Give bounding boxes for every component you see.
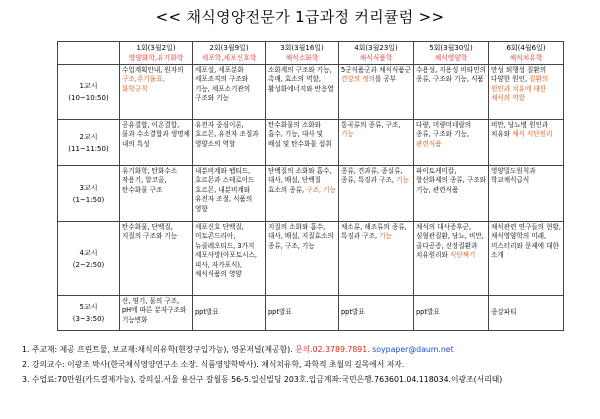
period-name: 2교시: [79, 132, 98, 141]
header-session: [266, 42, 339, 65]
cell-highlight: 식단짜기: [449, 251, 476, 260]
header-corner-cell: [58, 42, 120, 65]
cell-text: 탄수화물, 단백질, 지질의 구조와 기능: [122, 223, 178, 241]
table-cell: [414, 222, 489, 296]
cell-text: 유전자 중심이론, 호르몬, 유전자 조절과 영양소의 역할: [195, 121, 259, 148]
cell-text: 파이토케미칼, 항산화제의 종류, 구조와 기능, 관련식품: [416, 167, 486, 194]
period-cell: [58, 296, 120, 331]
cell-text: 비만, 당뇨병 원인과 치유와: [491, 121, 549, 139]
table-cell: [193, 222, 266, 296]
table-row: [58, 222, 564, 296]
cell-text: 수용성, 지용성 비타민의 종류, 구조와 기능, 식품: [416, 66, 486, 84]
period-cell: [58, 166, 120, 222]
header-session: [339, 42, 414, 65]
cell-text: 지질의 소화와 흡수, 대사, 배설, 지질효소의 종류, 구조, 기능: [268, 223, 334, 250]
table-cell: [120, 296, 193, 331]
note-textbook-text: 1. 주교재: 제공 프린트물, 보교재:채식의유학(현장구입가능), 영문저널(제공함).: [22, 345, 296, 354]
cell-highlight: 기능: [341, 130, 354, 139]
table-cell: [339, 120, 414, 166]
table-cell: [266, 166, 339, 222]
contact-phone: 문의.02.3789.7891.: [295, 345, 370, 354]
period-time: (2~2:50): [72, 260, 105, 269]
cell-text: ppt발표: [268, 308, 292, 317]
cell-highlight: 질환의 원인과 치유에 대한 채식의 역할: [491, 75, 549, 103]
table-cell: [414, 296, 489, 331]
cell-text: 산, 염기, 물의 구조, pH에 따른 분자구조와 기능변화: [122, 297, 187, 324]
cell-text: ppt발표: [416, 308, 440, 317]
note-tuition: 3. 수업료:70만원(카드결제가능), 강의실.서울 용산구 갈월동 56-5.일신빌딩 203호.입금계좌:국민은행.763601.04.118034.이광조(서리태): [22, 375, 503, 384]
table-cell: [193, 166, 266, 222]
session-subject: 세포학,세포신호학: [201, 54, 257, 62]
cell-text: 세포설, 세포분화 세포조직의 구조와 기능, 세포소기관의 구조와 기능: [195, 66, 251, 103]
cell-text: 통곡류의 종류, 구조,: [341, 121, 401, 129]
table-cell: [193, 296, 266, 331]
table-row: [58, 166, 564, 222]
table-cell: [266, 120, 339, 166]
note-textbook: [22, 342, 592, 357]
table-cell: [120, 222, 193, 296]
cell-text: 단백질의 소화와 흡수, 대사, 배설, 단백질 효소의 종류,: [268, 167, 332, 194]
period-time: (3~3:50): [72, 315, 105, 323]
cell-highlight: 구조, 기능: [306, 185, 336, 194]
cell-text: 수업계획안내, 원자의: [122, 66, 184, 74]
table-header-row: [58, 42, 564, 65]
curriculum-table: [57, 41, 564, 331]
table-cell: [339, 65, 414, 120]
table-cell: [120, 65, 193, 120]
cell-text: 종강파티: [491, 308, 517, 317]
table-cell: [266, 65, 339, 120]
session-date: 6회(4월6일): [506, 44, 546, 52]
cell-text: ppt발표: [195, 308, 219, 317]
session-date: 4회(3월23일): [354, 44, 398, 52]
table-cell: [193, 65, 266, 120]
cell-text-tail: 를 공부: [374, 75, 397, 84]
cell-highlight: 기능: [396, 176, 409, 185]
period-name: 4교시: [79, 248, 98, 257]
table-row: [58, 65, 564, 120]
cell-text: 콩류, 견과류, 종실류, 종류, 특징과 구조,: [341, 167, 403, 185]
table-cell: [339, 166, 414, 222]
table-cell: [339, 296, 414, 331]
table-cell: [414, 65, 489, 120]
period-cell: [58, 120, 120, 166]
period-name: 5교시: [79, 303, 98, 311]
table-cell: [489, 65, 564, 120]
page-title: << 채식영양전문가 1급과정 커리큘럼 >>: [155, 8, 445, 26]
table-cell: [266, 296, 339, 331]
cell-highlight: 건강의 정의: [341, 75, 375, 84]
period-time: (10~10:50): [68, 94, 109, 102]
table-cell: [489, 296, 564, 331]
session-date: 2회(3월9일): [209, 44, 249, 52]
table-cell: [414, 120, 489, 166]
cell-text: 탄수화물의 소화와 흡수, 기능, 대사 및 배설 및 탄수화물 섭취: [268, 121, 332, 148]
header-session: [120, 42, 193, 65]
period-cell: [58, 222, 120, 296]
session-date: 1회(3월2일): [136, 44, 176, 52]
table-cell: [414, 166, 489, 222]
table-cell: [266, 222, 339, 296]
session-date: 3회(3월16일): [280, 44, 324, 52]
cell-text: 공유결합, 이온결합, 물과 수소결합과 생명체 내의 특성: [122, 121, 190, 148]
notes-section: [22, 342, 592, 387]
session-subject: 채식영양학: [434, 54, 468, 62]
header-session: [414, 42, 489, 65]
period-cell: [58, 65, 120, 120]
cell-text: 영양밀도원칙과 학교채식급식: [491, 167, 536, 185]
table-cell: [489, 222, 564, 296]
header-session: [193, 42, 266, 65]
note-instructor: 2. 강의교수: 이광조 박사(한국채식영양연구소 소장. 식품영양학박사). 채식치유학, 과학적 초월의 길목에서 저자.: [22, 360, 405, 369]
cell-text: 유기화학, 탄화수소 작용기, 알코올, 탄수화물 구조: [122, 167, 178, 194]
cell-text: 다량, 미량미네랄의 종류, 구조와 기능,: [416, 121, 472, 139]
cell-text: 소화계의 구조와 기능, 촉매, 효소의 역할, 활성화에너지와 반응열: [268, 66, 334, 93]
period-time: (11~11:50): [68, 144, 109, 153]
session-subject: 채식식품학: [359, 54, 393, 62]
cell-text: 만성 퇴행성 질환의 다양한 원인,: [491, 66, 547, 84]
cell-text: 채식의 대사증후군, 심혈관질환, 당뇨, 비만, 골다공증, 신장질환과 치유원리와: [416, 223, 484, 260]
contact-email-link[interactable]: soypaper@daum.net: [369, 345, 454, 354]
table-cell: [193, 120, 266, 166]
table-cell: [489, 120, 564, 166]
period-name: 3교시: [79, 183, 98, 192]
cell-highlight: 채식 식단원리: [512, 130, 553, 139]
table-row: [58, 120, 564, 166]
cell-text: 5군식품군과 채식식품군: [341, 66, 411, 74]
cell-highlight: 관련식품: [416, 139, 442, 148]
cell-highlight: 기능: [379, 232, 392, 241]
cell-highlight: 구조,주기율표, 화학규칙: [122, 75, 165, 93]
cell-text: 채소류, 해조류의 종류, 특징과 구조,: [341, 223, 407, 241]
header-session: [489, 42, 564, 65]
table-cell: [339, 222, 414, 296]
cell-text: 채식관련 연구들의 현황, 채식영양학의 미래, 미스터리와 문제에 대한 소개: [491, 223, 561, 260]
session-subject: 영양화학,유기화학: [128, 54, 184, 62]
period-time: (1~1:50): [72, 195, 105, 204]
table-cell: [489, 166, 564, 222]
cell-text: ppt발표: [341, 308, 365, 317]
cell-text: 세포신호 단백질, 미토콘드리아, 뉴클레오티드, 3가지 세포사망(아포토시스, 피사, 자가포식), 채식식품의 영양: [195, 223, 257, 279]
session-date: 5회(3월30일): [429, 44, 473, 52]
session-subject: 채식소화학: [285, 54, 319, 62]
session-subject: 채식치유학: [509, 54, 543, 62]
table-cell: [120, 120, 193, 166]
table-cell: [120, 166, 193, 222]
table-row: [58, 296, 564, 331]
cell-text: 내분비계와 펩티드, 호르몬과 스테로이드 호르몬, 내분비계와 유전자 조절, 식품의 영향: [195, 167, 255, 213]
period-name: 1교시: [79, 82, 98, 90]
